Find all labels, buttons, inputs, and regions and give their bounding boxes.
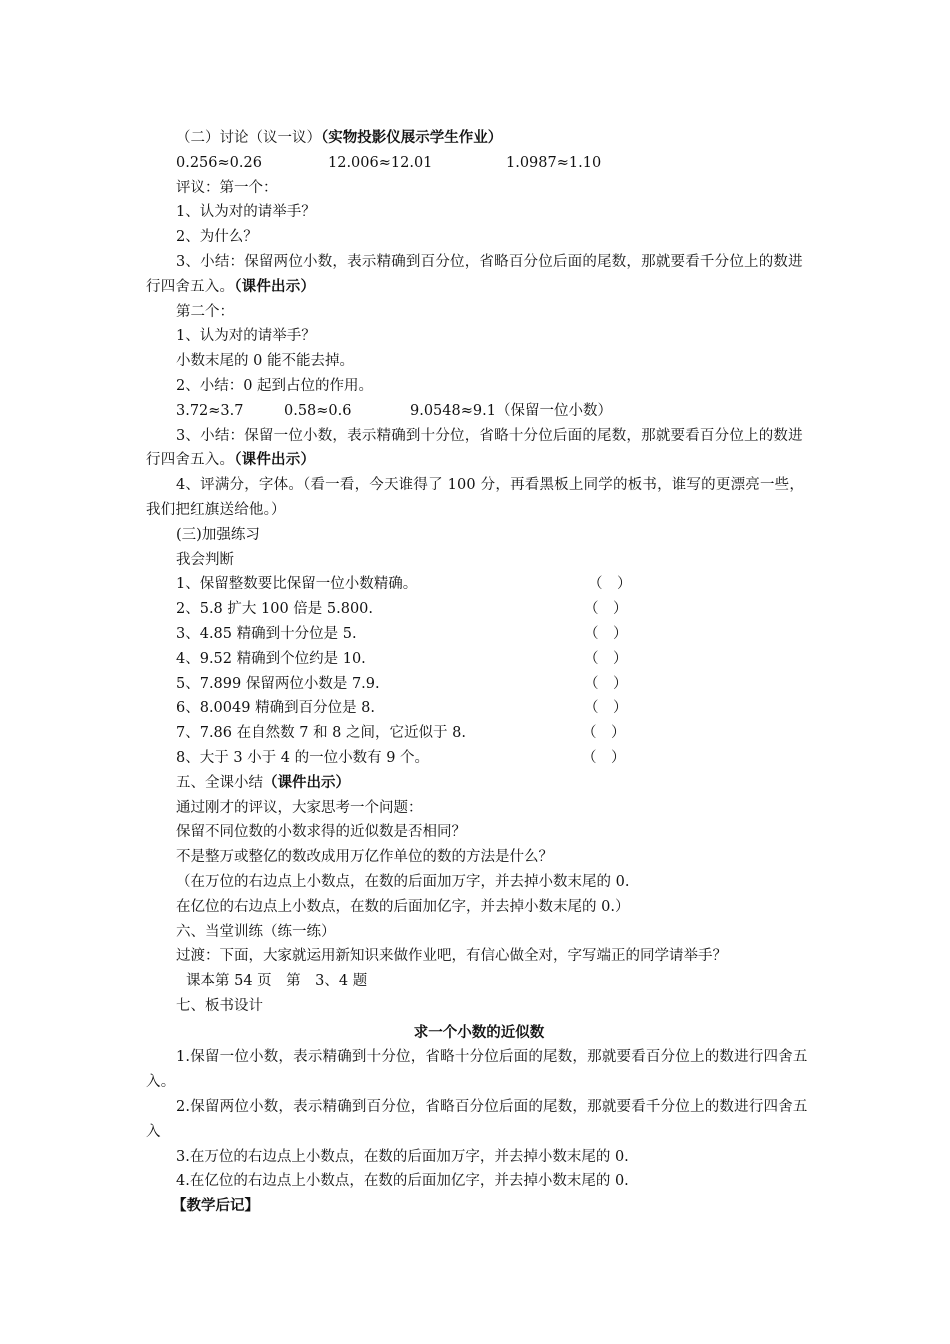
judge-item <box>146 572 812 597</box>
question-raise-hand-2: 1、认为对的请举手？ <box>176 328 316 345</box>
summary-heading-bold: （课件出示） <box>263 774 350 791</box>
score-paragraph: 4、评满分，字体。（看一看，今天谁得了 100 分，再看黑板上同学的板书，谁写的更漂亮一些，我们把红旗送给他。） <box>146 477 805 518</box>
judge-item-text: 6、8.0049 精确到百分位是 8. <box>176 700 376 717</box>
board-heading: 七、板书设计 <box>176 997 263 1014</box>
judge-item <box>146 597 812 622</box>
judge-item <box>146 746 812 771</box>
discussion-heading-bold: （实物投影仪展示学生作业） <box>321 130 503 146</box>
judge-item <box>146 721 812 746</box>
judge-item-text: 2、5.8 扩大 100 倍是 5.800. <box>176 601 374 618</box>
board-title: 求一个小数的近似数 <box>413 1024 545 1041</box>
example-5: 0.58≈0.6 <box>284 402 352 419</box>
discussion-heading <box>146 126 812 151</box>
practice-heading: (三)加强练习 <box>176 526 260 543</box>
answer-blank: （ ） <box>584 675 628 692</box>
example-2: 12.006≈12.01 <box>328 154 433 171</box>
judge-item-text: 8、大于 3 小于 4 的一位小数有 9 个。 <box>176 749 430 766</box>
board-point: 3.在万位的右边点上小数点，在数的后面加万字，并去掉小数末尾的 0. <box>176 1148 629 1165</box>
judge-item-text: 5、7.899 保留两位小数是 7.9. <box>176 675 380 692</box>
summary-line: 不是整万或整亿的数改成用万亿作单位的数的方法是什么？ <box>176 849 553 866</box>
judge-title: 我会判断 <box>176 551 234 568</box>
answer-blank: （ ） <box>582 725 626 742</box>
summary-two-decimals-text: 3、小结：保留两位小数，表示精确到百分位，省略百分位后面的尾数，那就要看千分位上的数进行四舍五入。 <box>146 253 803 295</box>
training-transition: 过渡：下面，大家就运用新知识来做作业吧，有信心做全对，字写端正的同学请举手？ <box>176 948 727 965</box>
judge-item-text: 7、7.86 在自然数 7 和 8 之间，它近似于 8. <box>176 725 466 742</box>
zero-note: 小数末尾的 0 能不能去掉。 <box>176 353 354 370</box>
summary-one-decimal <box>146 424 812 474</box>
summary-line: 保留不同位数的小数求得的近似数是否相同？ <box>176 824 466 841</box>
judge-item-text: 4、9.52 精确到个位约是 10. <box>176 650 366 667</box>
answer-blank: （ ） <box>584 700 628 717</box>
summary-heading <box>146 771 812 796</box>
example-3: 1.0987≈1.10 <box>506 154 602 171</box>
judge-item <box>146 696 812 721</box>
answer-blank: （ ） <box>584 625 628 642</box>
review-first: 评议：第一个： <box>176 179 278 196</box>
summary-one-decimal-text: 3、小结：保留一位小数，表示精确到十分位，省略十分位后面的尾数，那就要看百分位上的数进行四舍五入。 <box>146 427 803 469</box>
examples-second <box>146 399 812 424</box>
question-raise-hand: 1、认为对的请举手？ <box>176 204 316 221</box>
answer-blank: （ ） <box>588 576 632 593</box>
board-point: 1.保留一位小数，表示精确到十分位，省略十分位后面的尾数，那就要看百分位上的数进行四舍五入。 <box>146 1049 808 1091</box>
summary-heading-text: 五、全课小结 <box>176 774 263 791</box>
discussion-examples <box>146 151 812 176</box>
board-point: 2.保留两位小数，表示精确到百分位，省略百分位后面的尾数，那就要看千分位上的数进行四舍五入 <box>146 1099 808 1140</box>
summary-line: 在亿位的右边点上小数点，在数的后面加亿字，并去掉小数末尾的 0.） <box>176 898 630 915</box>
summary-zero: 2、小结：0 起到占位的作用。 <box>176 377 374 394</box>
postscript-heading: 【教学后记】 <box>172 1198 259 1215</box>
example-6: 9.0548≈9.1（保留一位小数） <box>410 402 612 419</box>
answer-blank: （ ） <box>582 749 626 766</box>
judge-item-text: 1、保留整数要比保留一位小数精确。 <box>176 576 418 593</box>
review-second: 第二个： <box>176 303 234 320</box>
training-heading: 六、当堂训练（练一练） <box>176 923 336 940</box>
judge-item <box>146 672 812 697</box>
courseware-note: （课件出示） <box>234 278 316 295</box>
document-body <box>146 126 812 1219</box>
question-why: 2、为什么？ <box>176 229 258 246</box>
example-4: 3.72≈3.7 <box>176 402 244 419</box>
judge-item <box>146 622 812 647</box>
courseware-note-2: （课件出示） <box>234 452 316 469</box>
summary-line: 通过刚才的评议，大家思考一个问题： <box>176 799 423 816</box>
judge-item-text: 3、4.85 精确到十分位是 5. <box>176 625 357 642</box>
answer-blank: （ ） <box>584 601 628 618</box>
answer-blank: （ ） <box>584 650 628 667</box>
judge-item <box>146 647 812 672</box>
board-point: 4.在亿位的右边点上小数点，在数的后面加亿字，并去掉小数末尾的 0. <box>176 1173 629 1190</box>
summary-line: （在万位的右边点上小数点，在数的后面加万字，并去掉小数末尾的 0. <box>176 873 630 890</box>
discussion-heading-text: （二）讨论（议一议） <box>176 130 321 146</box>
summary-two-decimals <box>146 250 812 300</box>
example-1: 0.256≈0.26 <box>176 154 262 171</box>
training-homework: 课本第 54 页 第 3、4 题 <box>186 973 368 990</box>
